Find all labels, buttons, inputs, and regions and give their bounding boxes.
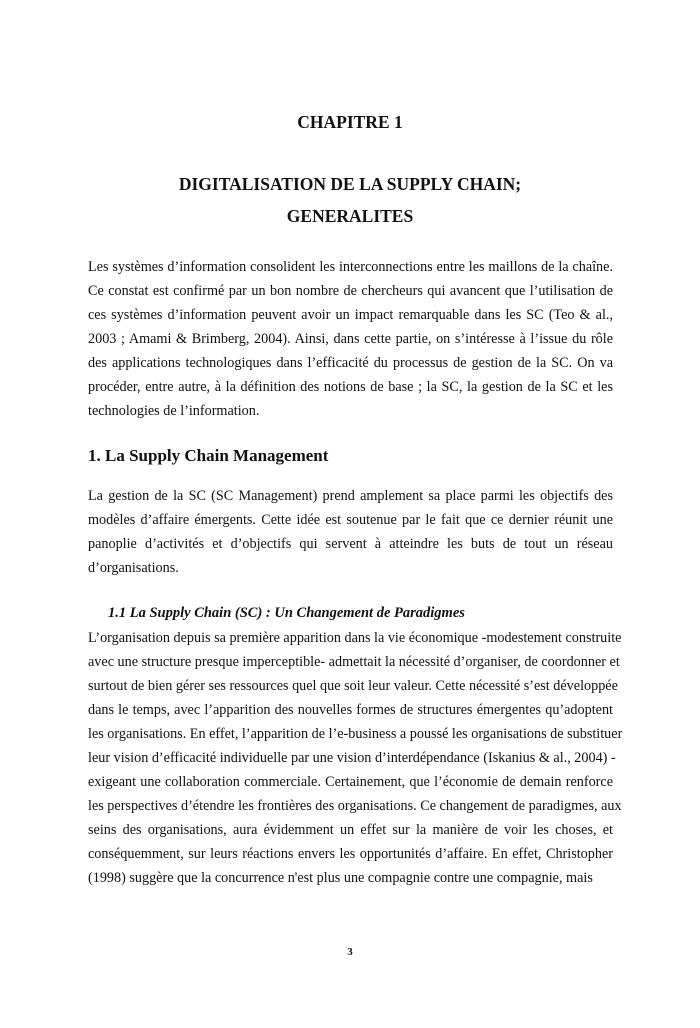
text-line: Les systèmes d’information consolident les interconnections entre les maillons de la chaîne. [88,259,613,275]
text-line: L’organisation depuis sa première apparition dans la vie économique -modestement construite [88,630,622,646]
text-line: les organisations. En effet, l’apparition de l’e-business a poussé les organisations de substituer [88,726,623,742]
subsection-heading: 1.1 La Supply Chain (SC) : Un Changement de Paradigmes [108,605,465,621]
text-line: surtout de bien gérer ses ressources quel que soit leur valeur. Cette nécessité s’est développée [88,678,618,694]
text-line: (1998) suggère que la concurrence n'est plus une compagnie contre une compagnie, mais [88,870,593,886]
text-line: Ce constat est confirmé par un bon nombre de chercheurs qui avancent que l’utilisation de [88,283,613,299]
text-line: les perspectives d’étendre les frontières des organisations. Ce changement de paradigmes, aux [88,798,622,814]
text-line: exigeant une collaboration commerciale. Certainement, que l’économie de demain renforce [88,774,613,790]
text-line: technologies de l’information. [88,403,260,419]
text-line: dans le temps, avec l’apparition des nouvelles formes de structures émergentes qu’adoptent [88,702,613,718]
text-line: ces systèmes d’information peuvent avoir un impact remarquable dans les SC (Teo & al., [88,307,613,323]
text-line: seins des organisations, aura évidemment un effet sur la manière de voir les choses, et [88,822,613,838]
text-line: leur vision d’efficacité individuelle par une vision d’interdépendance (Iskanius & al., 2004) - [88,750,616,766]
text-line: d’organisations. [88,560,179,576]
text-line: 2003 ; Amami & Brimberg, 2004). Ainsi, dans cette partie, on s’intéresse à l’issue du rôle [88,331,613,347]
text-line: La gestion de la SC (SC Management) prend amplement sa place parmi les objectifs des [88,488,613,504]
chapter-label: CHAPITRE 1 [297,112,403,132]
text-line: procéder, entre autre, à la définition des notions de base ; la SC, la gestion de la SC et les [88,379,613,395]
chapter-title-line2: GENERALITES [286,206,414,226]
text-line: modèles d’affaire émergents. Cette idée est soutenue par le fait que ce dernier réunit une [88,512,613,528]
chapter-title-line1: DIGITALISATION DE LA SUPPLY CHAIN; [178,174,522,194]
text-line: conséquemment, sur leurs réactions envers les opportunités d’affaire. En effet, Christopher [88,846,613,862]
text-line: des applications technologiques dans l’efficacité du processus de gestion de la SC. On va [88,355,613,371]
text-line: avec une structure presque imperceptible- admettait la nécessité d’organiser, de coordonner et [88,654,620,670]
text-line: panoplie d’activités et d’objectifs qui servent à atteindre les buts de tout un réseau [88,536,613,552]
section-heading: 1. La Supply Chain Management [88,446,329,465]
page-number: 3 [347,946,353,958]
